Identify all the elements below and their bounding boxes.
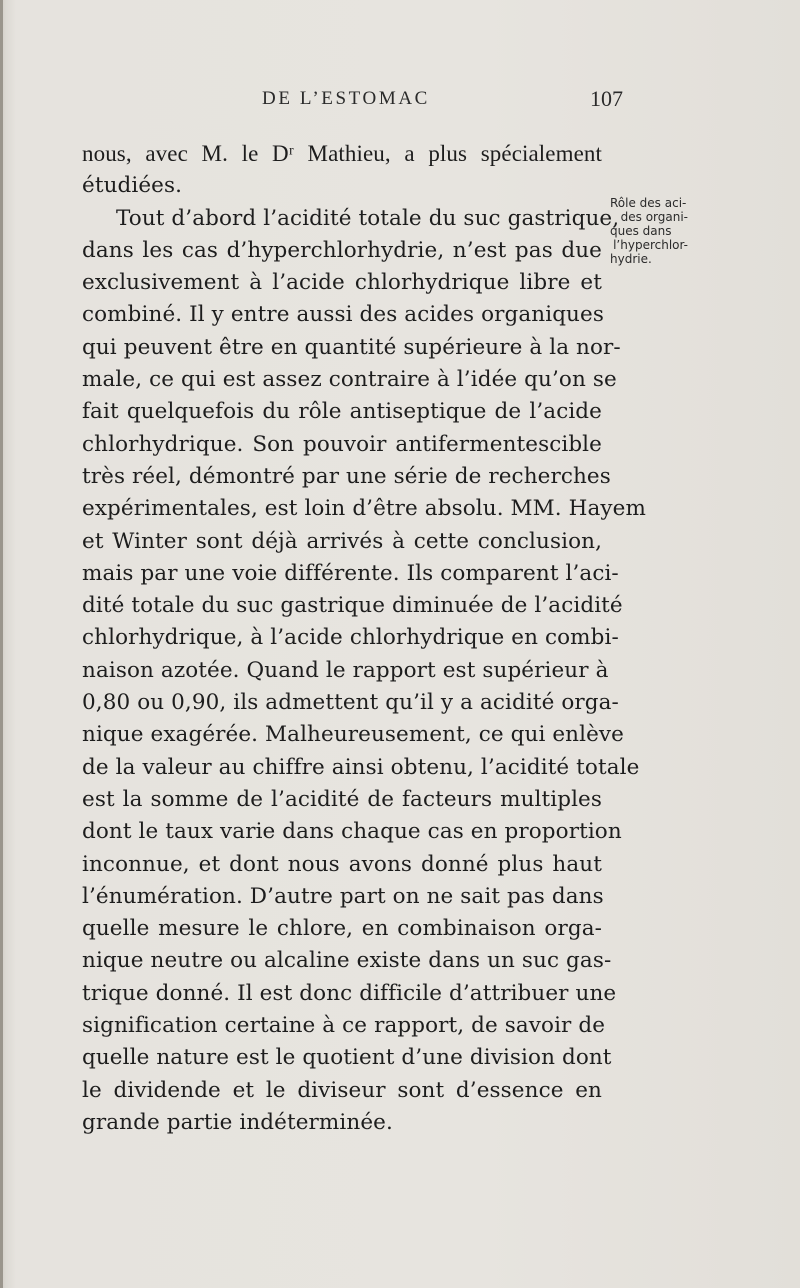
text-line: inconnue, et dont nous avons donné plus haut: [82, 851, 602, 877]
text-line: trique donné. Il est donc difficile d’attribuer une: [82, 980, 617, 1006]
text-line: Tout d’abord l’acidité totale du suc gastrique,: [116, 205, 620, 231]
text-line: fait quelquefois du rôle antiseptique de l’acide: [82, 399, 602, 425]
text-line: dans les cas d’hyperchlorhydrie, n’est pas due: [82, 237, 602, 263]
text-line: combiné. Il y entre aussi des acides organiques: [82, 302, 604, 328]
text-line: et Winter sont déjà arrivés à cette conclusion,: [82, 528, 602, 554]
text-line: le dividende et le diviseur sont d’essence en: [82, 1077, 602, 1103]
marginal-note-line: hydrie.: [610, 252, 652, 266]
text-line: chlorhydrique, à l’acide chlorhydrique en combi-: [82, 625, 619, 651]
marginal-note-line: ques dans: [610, 224, 672, 238]
binding-edge: [0, 0, 3, 1288]
marginal-note-line: des organi-: [620, 210, 688, 224]
text-line: 0,80 ou 0,90, ils admettent qu’il y a acidité orga-: [82, 690, 619, 716]
text-line: chlorhydrique. Son pouvoir antifermentescible: [82, 431, 602, 457]
text-line: nous, avec M. le Dʳ Mathieu, a plus spécialement: [82, 141, 602, 166]
marginal-note-line: Rôle des aci-: [610, 196, 687, 210]
text-line: très réel, démontré par une série de recherches: [82, 463, 611, 489]
text-line: expérimentales, est loin d’être absolu. MM. Hayem: [82, 496, 646, 522]
text-line: naison azotée. Quand le rapport est supérieur à: [82, 657, 609, 683]
text-line: étudiées.: [82, 173, 183, 199]
text-line: quelle mesure le chlore, en combinaison orga-: [82, 916, 602, 942]
page-number: 107: [590, 86, 623, 111]
text-line: mais par une voie différente. Ils comparent l’aci-: [82, 560, 619, 586]
text-line: l’énumération. D’autre part on ne sait pas dans: [82, 883, 604, 909]
marginal-note: [610, 196, 688, 266]
text-line: signification certaine à ce rapport, de savoir de: [82, 1013, 606, 1039]
text-line: dont le taux varie dans chaque cas en proportion: [82, 819, 622, 845]
running-title: DE L’ESTOMAC: [262, 88, 430, 109]
text-line: dité totale du suc gastrique diminuée de l’acidité: [82, 593, 623, 619]
text-line: male, ce qui est assez contraire à l’idée qu’on se: [82, 367, 617, 393]
text-line: qui peuvent être en quantité supérieure à la nor-: [82, 334, 621, 360]
text-line: de la valeur au chiffre ainsi obtenu, l’acidité totale: [82, 754, 640, 780]
text-line: est la somme de l’acidité de facteurs multiples: [82, 786, 602, 812]
text-line: exclusivement à l’acide chlorhydrique libre et: [82, 270, 602, 296]
running-head: [0, 88, 800, 118]
text-line: nique neutre ou alcaline existe dans un suc gas-: [82, 948, 612, 974]
text-line: nique exagérée. Malheureusement, ce qui enlève: [82, 722, 624, 748]
marginal-note-line: l’hyperchlor-: [613, 238, 688, 252]
text-line: grande partie indéterminée.: [82, 1109, 393, 1135]
text-line: quelle nature est le quotient d’une division dont: [82, 1045, 612, 1071]
